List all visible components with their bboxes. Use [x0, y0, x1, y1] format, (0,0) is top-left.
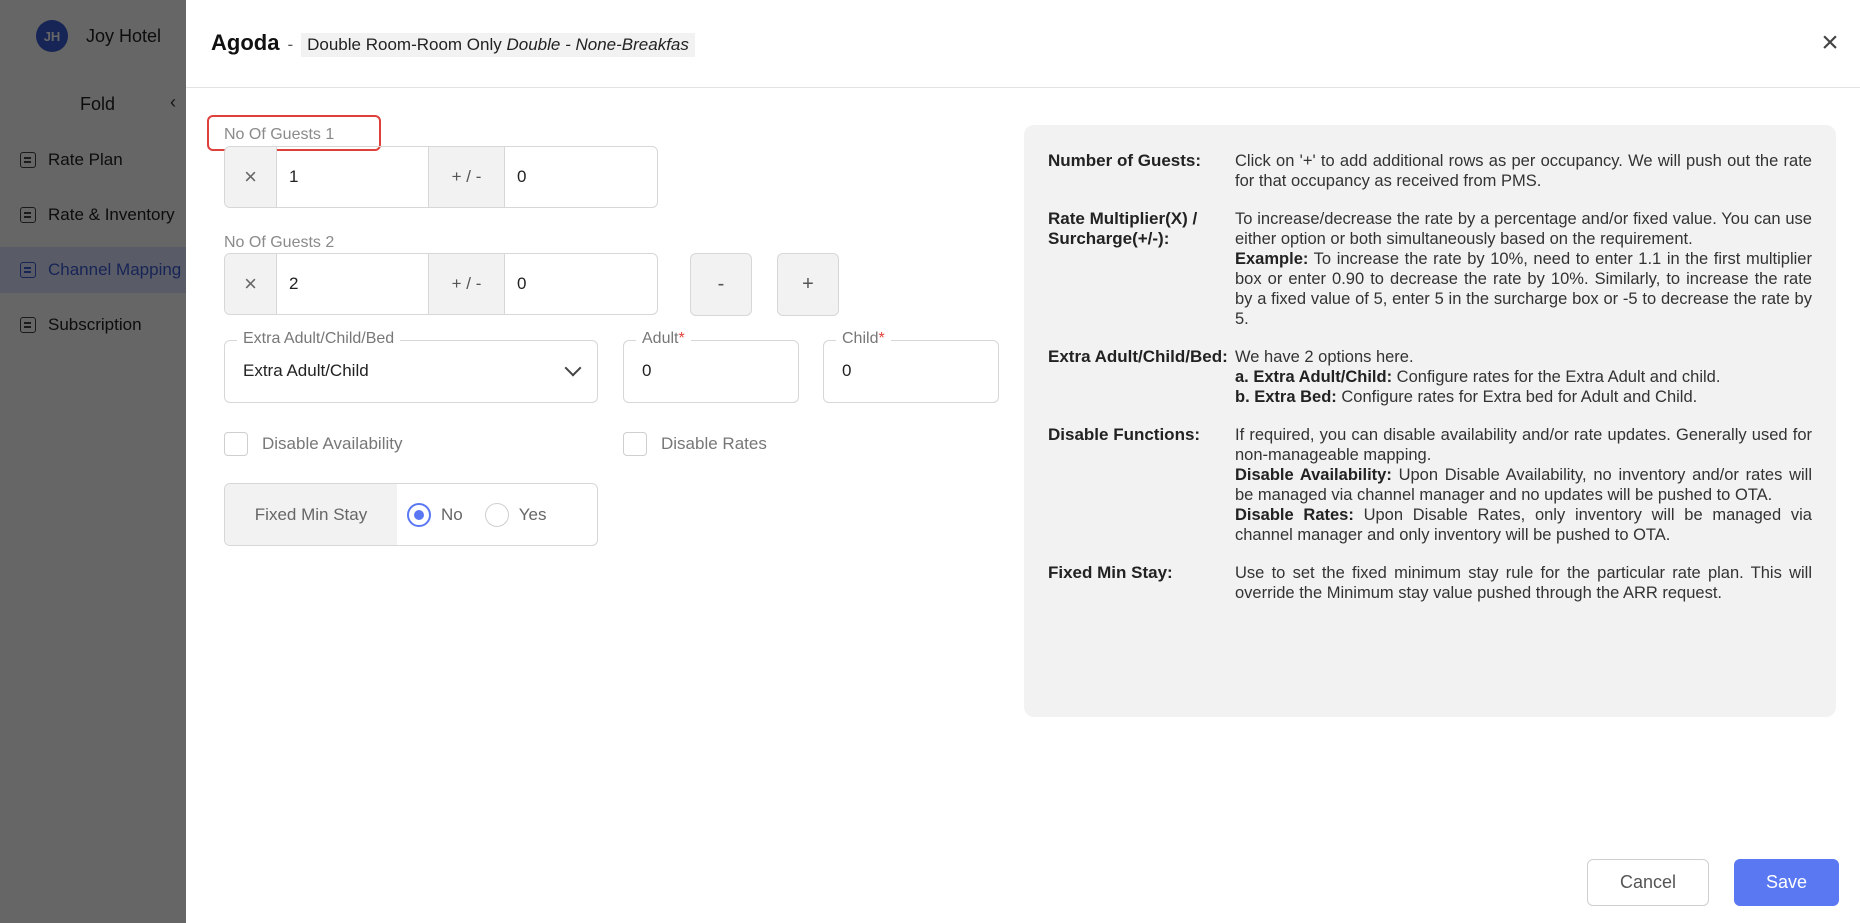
- required-mark: *: [678, 330, 685, 347]
- extra-select-value: Extra Adult/Child: [243, 361, 369, 380]
- radio-option-no[interactable]: [407, 503, 463, 527]
- help-desc: Use to set the fixed minimum stay rule for the particular rate plan. This will override the Minimum stay value pushed through the ARR request.: [1235, 564, 1812, 602]
- add-row-button[interactable]: +: [777, 253, 839, 316]
- help-term: Number of Guests:: [1048, 151, 1202, 170]
- help-number-of-guests: [1048, 151, 1812, 191]
- mapping-modal: [186, 0, 1860, 923]
- help-desc-text: To increase/decrease the rate by a percentage and/or fixed value. You can use either option or both simultaneously based on the requirement.: [1235, 210, 1812, 248]
- adult-legend: [636, 330, 691, 348]
- rate-name: Double - None-Breakfas: [506, 35, 689, 54]
- disable-availability-label: Disable Availability: [262, 434, 403, 453]
- help-desc: [1235, 347, 1812, 407]
- help-example-text: To increase the rate by 10%, need to enter 1.1 in the first multiplier box or enter 0.90 to decrease the rate by 10%. Similarly, to increase the rate by a fixed value of 5, enter 5 in the surcharge box or -5 to decrease the rate by 5.: [1235, 250, 1812, 328]
- surcharge-icon: + / -: [429, 254, 505, 314]
- guests-1-label: No Of Guests 1: [224, 126, 335, 143]
- help-panel: [1024, 125, 1836, 717]
- help-example-label: Example:: [1235, 250, 1309, 268]
- help-disable: [1048, 425, 1812, 545]
- help-desc: Click on '+' to add additional rows as per occupancy. We will push out the rate for that occupancy as received from PMS.: [1235, 152, 1812, 190]
- help-b-text: Configure rates for Extra bed for Adult and Child.: [1341, 388, 1698, 406]
- adult-field[interactable]: [623, 330, 799, 403]
- child-field[interactable]: [823, 330, 999, 403]
- room-rate-tag: [301, 33, 695, 57]
- disable-rates-label: Disable Rates: [661, 434, 767, 453]
- adult-value: 0: [642, 361, 652, 380]
- disable-rates-checkbox[interactable]: [623, 432, 647, 456]
- help-extra: [1048, 347, 1812, 407]
- child-legend-text: Child: [842, 330, 879, 347]
- radio-yes[interactable]: [485, 503, 509, 527]
- required-mark: *: [878, 330, 885, 347]
- guests-1-surcharge-input[interactable]: 0: [517, 167, 527, 186]
- surcharge-icon: + / -: [429, 147, 505, 207]
- disable-availability-checkbox[interactable]: [224, 432, 248, 456]
- child-legend: [836, 330, 891, 348]
- remove-row-button[interactable]: -: [690, 253, 752, 316]
- chevron-down-icon: [565, 360, 582, 377]
- guests-2-surcharge-input[interactable]: 0: [517, 274, 527, 293]
- child-value: 0: [842, 361, 852, 380]
- room-name: Double Room-Room Only: [307, 35, 502, 54]
- multiplier-icon: ×: [225, 147, 277, 207]
- title-separator: -: [287, 35, 294, 54]
- help-a-text: Configure rates for the Extra Adult and child.: [1396, 368, 1721, 386]
- modal-header: [186, 0, 1860, 88]
- fixed-min-stay-radios: [397, 484, 597, 545]
- adult-legend-text: Adult: [642, 330, 679, 347]
- help-b-label: b. Extra Bed:: [1235, 388, 1337, 406]
- help-rates-label: Disable Rates:: [1235, 506, 1354, 524]
- guests-1-row: [224, 146, 658, 208]
- multiplier-icon: ×: [225, 254, 277, 314]
- disable-availability-option[interactable]: [224, 432, 402, 456]
- fixed-min-stay-group: [224, 483, 598, 546]
- radio-option-yes[interactable]: [485, 503, 547, 527]
- disable-rates-option[interactable]: [623, 432, 767, 456]
- help-desc: [1235, 209, 1812, 329]
- help-term: Disable Functions:: [1048, 425, 1201, 444]
- guests-2-label: No Of Guests 2: [224, 234, 335, 251]
- help-rates-text: Upon Disable Rates, only inventory will be managed via channel manager and only inventory will be pushed to OTA.: [1235, 506, 1812, 544]
- guests-2-row: [224, 253, 658, 315]
- save-button[interactable]: Save: [1734, 859, 1839, 906]
- help-desc-text: We have 2 options here.: [1235, 348, 1414, 366]
- help-avail-text: Upon Disable Availability, no inventory and/or rates will be managed via channel manager and no updates will be pushed to OTA.: [1235, 466, 1812, 504]
- fixed-min-stay-label: Fixed Min Stay: [225, 484, 397, 545]
- help-desc-text: If required, you can disable availability and/or rate updates. Generally used for non-manageable mapping.: [1235, 426, 1812, 464]
- help-a-label: a. Extra Adult/Child:: [1235, 368, 1393, 386]
- radio-no[interactable]: [407, 503, 431, 527]
- help-min-stay: [1048, 563, 1812, 603]
- help-avail-label: Disable Availability:: [1235, 466, 1392, 484]
- radio-yes-label: Yes: [518, 504, 547, 524]
- guests-1-multiplier-input[interactable]: 1: [277, 147, 429, 207]
- extra-select-legend: Extra Adult/Child/Bed: [237, 330, 400, 348]
- extra-select[interactable]: [224, 330, 598, 403]
- radio-no-label: No: [441, 504, 463, 524]
- guests-2-multiplier-input[interactable]: 2: [277, 254, 429, 314]
- help-term: Fixed Min Stay:: [1048, 563, 1173, 582]
- ota-name: Agoda: [211, 30, 280, 55]
- help-rate-multiplier: [1048, 209, 1812, 329]
- cancel-button[interactable]: Cancel: [1587, 859, 1709, 906]
- help-term: Extra Adult/Child/Bed:: [1048, 347, 1228, 366]
- modal-title: [211, 30, 695, 57]
- close-icon[interactable]: ×: [1821, 26, 1839, 59]
- help-term: Rate Multiplier(X) / Surcharge(+/-):: [1048, 209, 1198, 248]
- help-desc: [1235, 425, 1812, 545]
